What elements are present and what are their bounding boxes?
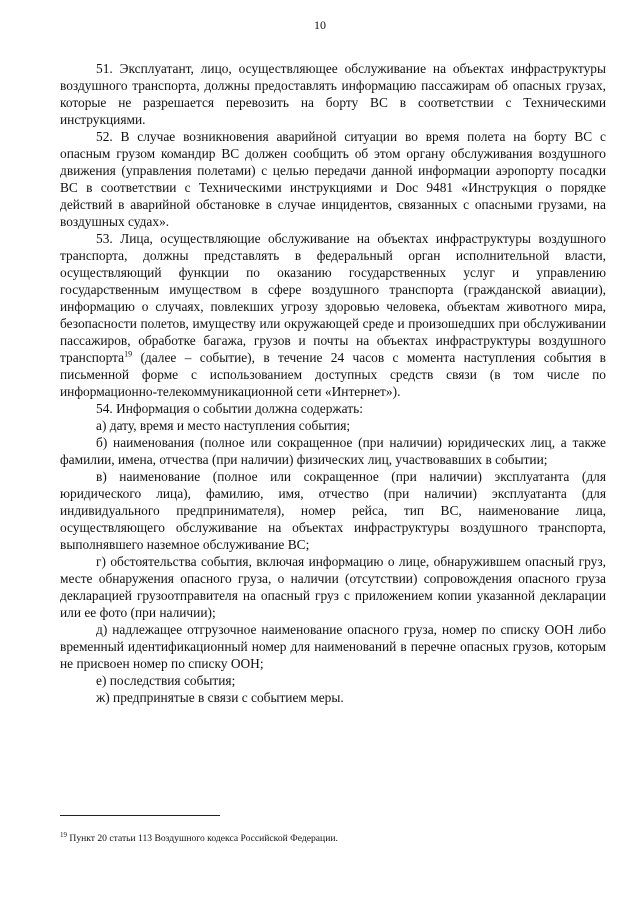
- footnote-text: Пункт 20 статьи 113 Воздушного кодекса Российской Федерации.: [67, 833, 338, 844]
- paragraph-51: 51. Эксплуатант, лицо, осуществляющее обслуживание на объектах инфраструктуры воздушного транспорта, должны предоставлять информацию пассажирам об опасных грузах, которые не разрешается перевозить на борту ВС в соответствии с Техническими инструкциями.: [60, 61, 606, 127]
- paragraph-52: 52. В случае возникновения аварийной ситуации во время полета на борту ВС с опасным грузом командир ВС должен сообщить об этом органу обслуживания воздушного движения (управления полетами) с целью передачи данной информации аэропорту посадки ВС в соответствии с Техническими инструкциями и Doc 9481 «Инструкция о порядке действий в аварийной обстановке в случае инцидентов, связанных с опасными грузами, на воздушных судах».: [60, 129, 606, 229]
- paragraph-53: [60, 230, 606, 400]
- footnote-marker: 19: [60, 830, 67, 839]
- paragraph-53-text: 53. Лица, осуществляющие обслуживание на объектах инфраструктуры воздушного транспорта, должны представлять в федеральный орган исполнительной власти, осуществляющий функции по оказанию государственных услуг и управлению государственным имуществом в сфере воздушного транспорта (гражданской авиации), информацию о случаях, повлекших угрозу здоровью человека, объектам животного мира, безопасности полетов, имуществу или окружающей среде и произошедших при обслуживании пассажиров, обработке багажа, грузов и почты на объектах инфраструктуры воздушного транспорта: [60, 231, 606, 365]
- document-body: [60, 60, 606, 706]
- list-item-a: а) дату, время и место наступления события;: [96, 418, 351, 433]
- list-item-b: б) наименования (полное или сокращенное (при наличии) юридических лиц, а также фамилии, имена, отчества (при наличии) физических лиц, участвовавших в событии;: [60, 435, 606, 467]
- paragraph-53-text-continued: (далее – событие), в течение 24 часов с момента наступления события в письменной форме с использованием доступных средств связи (в том числе по информационно-телекоммуникационной сети «Интернет»).: [60, 350, 606, 399]
- footnote: [60, 830, 606, 845]
- list-item-g: г) обстоятельства события, включая информацию о лице, обнаружившем опасный груз, месте обнаружения опасного груза, о наличии (отсутствии) сопровождения опасного груза декларацией грузоотправителя на опасный груз с приложением копии указанной декларации или ее фото (при наличии);: [60, 554, 606, 620]
- list-item-d: д) надлежащее отгрузочное наименование опасного груза, номер по списку ООН либо временный идентификационный номер для наименований в перечне опасных грузов, которым не присвоен номер по списку ООН;: [60, 622, 606, 671]
- page-number: 10: [314, 18, 326, 32]
- list-item-v: в) наименование (полное или сокращенное (при наличии) эксплуатанта (для юридического лица), фамилию, имя, отчество (при наличии) эксплуатанта (для индивидуального предпринимателя), номер рейса, тип ВС, наименование лица, осуществляющего обслуживание на объектах инфраструктуры воздушного транспорта, выполнявшего наземное обслуживание ВС;: [60, 469, 606, 552]
- footnote-reference[interactable]: 19: [124, 349, 133, 359]
- paragraph-54: 54. Информация о событии должна содержать:: [96, 401, 363, 416]
- footnote-divider: [60, 815, 220, 816]
- list-item-e: е) последствия события;: [96, 673, 236, 688]
- list-item-zh: ж) предпринятые в связи с событием меры.: [96, 690, 344, 705]
